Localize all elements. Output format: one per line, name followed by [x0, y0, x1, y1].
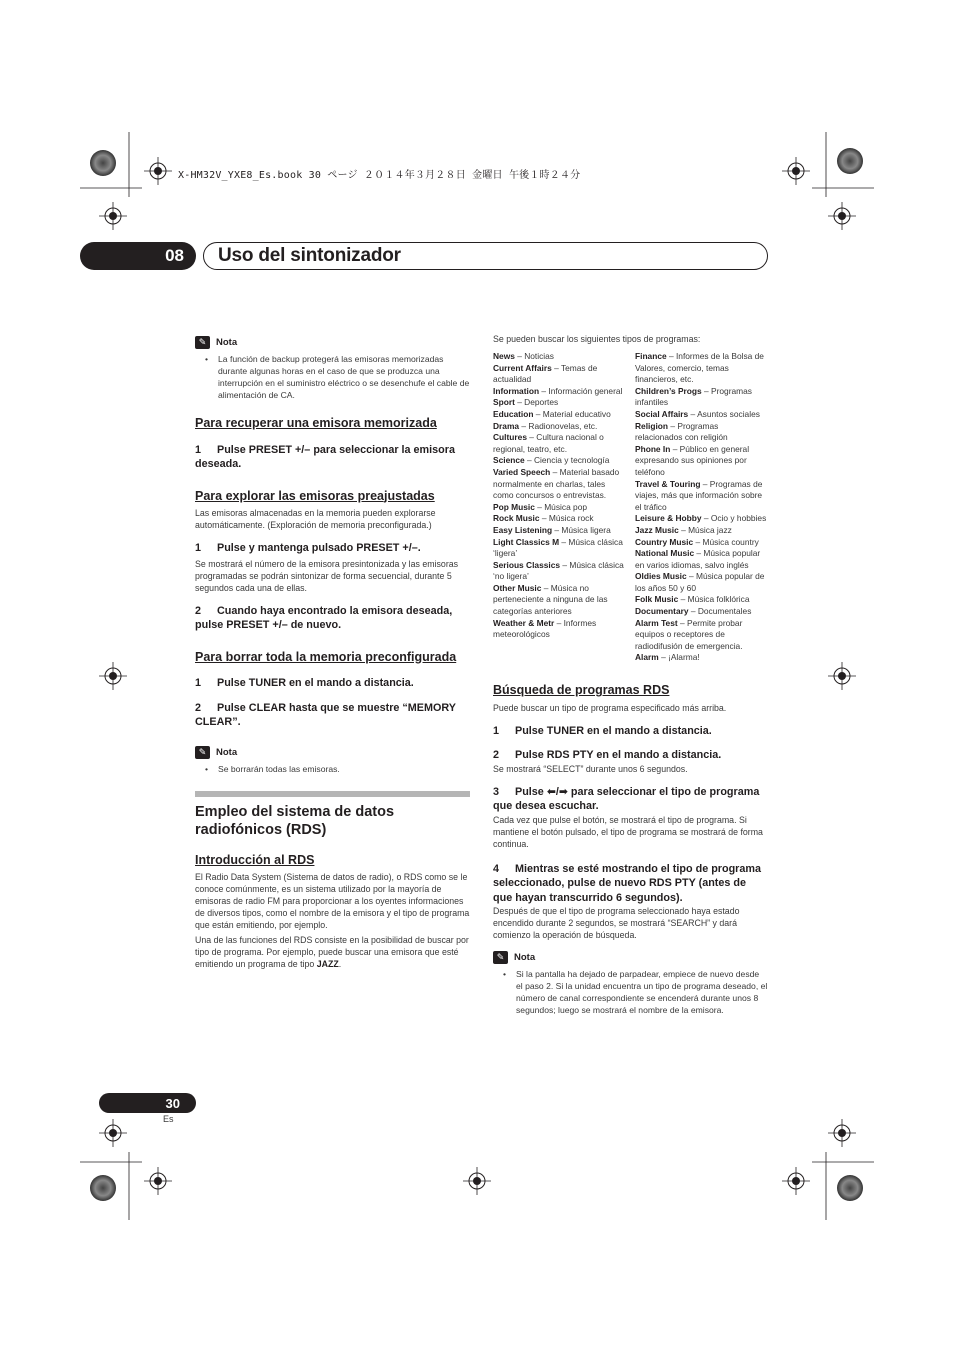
program-type-item	[493, 502, 626, 514]
registration-dial-icon	[837, 1175, 863, 1201]
step-number: 1	[493, 724, 500, 737]
program-type-item	[493, 583, 626, 618]
program-type-desc: – Radionovelas, etc.	[519, 420, 598, 431]
program-type-name: Science	[493, 455, 525, 466]
left-column	[195, 336, 470, 970]
section-heading-recall: Para recuperar una emisora memorizada	[195, 416, 437, 430]
body-text-part: Una de las funciones del RDS consiste en la posibilidad de buscar por tipo de programa. Por ejemplo, puede buscar una emisora que esté emitiendo un programa de tipo	[195, 935, 469, 969]
program-type-item	[635, 351, 768, 386]
print-job-line: X-HM32V_YXE8_Es.book 30 ページ ２０１４年３月２８日 金曜日 午後１時２４分	[178, 170, 581, 181]
program-type-name: Folk Music	[635, 594, 679, 605]
program-type-name: Religion	[635, 420, 669, 431]
note-item: • Se borrarán todas las emisoras.	[195, 763, 470, 775]
program-type-name: Easy Listening	[493, 524, 553, 535]
registration-target-icon	[463, 1167, 491, 1195]
program-type-name: Education	[493, 408, 534, 419]
language-code: Es	[163, 1114, 174, 1124]
program-type-desc: – Música popular de los años 50 y 60	[635, 571, 765, 593]
registration-target-icon	[99, 662, 127, 690]
program-type-name: Cultures	[493, 432, 527, 443]
program-type-item	[493, 618, 626, 641]
program-type-desc: – ¡Alarma!	[658, 652, 700, 663]
program-type-desc: – Música jazz	[678, 524, 732, 535]
body-text: Después de que el tipo de programa seleccionado haya estado encendido durante 2 segundos, se mostrará “SEARCH” y dará comienzo la operación de búsqueda.	[493, 906, 740, 941]
program-type-name: Serious Classics	[493, 559, 561, 570]
registration-target-icon	[782, 157, 810, 185]
program-type-item	[635, 409, 768, 421]
program-type-name: Alarm Test	[635, 617, 678, 628]
registration-target-icon	[782, 1167, 810, 1195]
pencil-note-icon: ✎	[195, 336, 210, 349]
program-type-desc: – Noticias	[514, 351, 554, 361]
program-type-desc: – Música rock	[539, 513, 594, 524]
program-type-item	[635, 479, 768, 514]
program-type-desc: – Material basado normalmente en charlas, tales como concursos o entrevistas.	[493, 466, 620, 501]
section-heading-rds-search: Búsqueda de programas RDS	[493, 683, 670, 698]
body-text: Se pueden buscar los siguientes tipos de programas:	[493, 334, 701, 344]
step-number: 4	[493, 862, 500, 875]
step-text: Pulse	[515, 785, 547, 798]
program-type-name: Documentary	[635, 606, 689, 617]
registration-dial-icon	[90, 1175, 116, 1201]
chapter-title: Uso del sintonizador	[218, 245, 401, 266]
program-type-item	[493, 409, 626, 421]
pencil-note-icon: ✎	[493, 951, 508, 964]
program-type-item	[635, 386, 768, 409]
note-list	[195, 353, 470, 401]
program-types-column	[635, 351, 768, 664]
program-type-item	[493, 421, 626, 433]
program-type-name: Other Music	[493, 582, 542, 593]
program-type-name: Oldies Music	[635, 571, 687, 582]
program-type-desc: – Música clásica ‘ligera’	[493, 536, 623, 559]
note-header	[195, 746, 470, 759]
program-type-desc: – Música ligera	[552, 524, 611, 535]
step-number: 2	[195, 604, 202, 617]
program-type-item	[635, 444, 768, 479]
program-type-item	[635, 525, 768, 537]
program-type-item	[493, 351, 626, 363]
note-label: Nota	[514, 952, 536, 964]
program-type-name: Drama	[493, 420, 520, 431]
step	[195, 443, 470, 472]
program-type-desc: – Programas de viajes, más que información sobre el tráfico	[635, 478, 763, 512]
note-list	[493, 968, 768, 1016]
program-type-name: Leisure & Hobby	[635, 513, 702, 524]
step	[195, 604, 470, 633]
subsection-heading-rds-intro: Introducción al RDS	[195, 852, 315, 867]
program-type-name: Rock Music	[493, 513, 540, 524]
program-type-name: Jazz Music	[635, 524, 679, 535]
program-type-item	[493, 467, 626, 502]
program-type-desc: – Deportes	[514, 397, 559, 408]
program-type-item	[635, 652, 768, 664]
program-type-desc: – Programas infantiles	[635, 385, 752, 408]
program-type-desc: – Ciencia y tecnología	[524, 455, 610, 466]
program-type-item	[493, 397, 626, 409]
program-type-desc: – Música folklórica	[678, 594, 750, 605]
step-number: 1	[195, 443, 202, 456]
program-type-item	[635, 537, 768, 549]
page-number: 30	[99, 1093, 196, 1113]
step-text: Mientras se esté mostrando el tipo de programa seleccionado, pulse de nuevo RDS PTY (antes de que hayan transcurrido 6 segundos).	[493, 862, 761, 904]
program-type-item	[635, 594, 768, 606]
program-type-item	[493, 386, 626, 398]
body-text: Se mostrará “SELECT” durante unos 6 segundos.	[493, 763, 688, 774]
program-type-jazz: JAZZ	[316, 959, 339, 969]
program-type-name: Information	[493, 385, 540, 396]
program-type-item	[493, 363, 626, 386]
program-type-name: Travel & Touring	[635, 478, 701, 489]
step-text: Cuando haya encontrado la emisora deseada, pulse PRESET +/– de nuevo.	[195, 604, 453, 631]
program-type-item	[635, 421, 768, 444]
program-type-item	[493, 513, 626, 525]
program-type-desc: – Música clásica ‘no ligera’	[493, 559, 624, 582]
program-type-item	[635, 513, 768, 525]
body-text: Las emisoras almacenadas en la memoria pueden explorarse automáticamente. (Exploración de memoria preconfigurada.)	[195, 508, 436, 530]
program-type-desc: – Música no perteneciente a ninguna de las categorías anteriores	[493, 582, 608, 617]
program-type-item	[493, 525, 626, 537]
program-type-name: News	[493, 351, 515, 361]
step-number: 1	[195, 542, 202, 554]
note-item: • Si la pantalla ha dejado de parpadear, empiece de nuevo desde el paso 2. Si la unidad encuentra un tipo de programa deseado, el número de canal correspondiente se encenderá durante unos 8 segundos; luego se mostrará el nombre de la emisora.	[493, 968, 768, 1016]
program-type-desc: – Música pop	[534, 501, 588, 512]
pencil-note-icon: ✎	[195, 746, 210, 759]
step	[195, 676, 470, 691]
program-type-name: Phone In	[635, 443, 671, 454]
right-column	[493, 331, 768, 1016]
program-type-name: National Music	[635, 548, 695, 559]
note-label: Nota	[216, 337, 238, 348]
step-number: 2	[195, 701, 202, 714]
program-type-desc: – Temas de actualidad	[493, 362, 598, 385]
program-type-desc: – Asuntos sociales	[688, 408, 760, 419]
program-type-desc: – Ocio y hobbies	[701, 513, 767, 524]
registration-target-icon	[99, 1119, 127, 1147]
program-type-desc: – Informes de la Bolsa de Valores, comercio, temas financieros, etc.	[635, 351, 764, 385]
body-text: El Radio Data System (Sistema de datos de radio), o RDS como se le conoce comúnmente, es un sistema utilizado por la mayoría de emisoras de radio FM para proporcionar a los oyentes informaciones de diversos tipos, como el nombre de la emisora y el tipo de programa que están emitiendo, por ejemplo.	[195, 872, 470, 930]
registration-target-icon	[828, 1119, 856, 1147]
program-type-desc: – Música country	[693, 536, 759, 547]
program-type-desc: – Público en general expresando sus opiniones por teléfono	[635, 443, 750, 477]
note-header	[195, 336, 470, 349]
program-type-name: Finance	[635, 351, 667, 361]
program-type-name: Sport	[493, 397, 515, 408]
program-type-name: Light Classics M	[493, 536, 560, 547]
program-type-desc: – Cultura nacional o regional, teatro, etc.	[493, 432, 604, 454]
program-type-name: Varied Speech	[493, 466, 551, 477]
chapter-title-bar	[203, 242, 768, 270]
step-number: 3	[493, 785, 500, 798]
program-type-item	[635, 606, 768, 618]
step	[493, 724, 768, 739]
registration-target-icon	[828, 202, 856, 230]
section-divider	[195, 791, 470, 797]
body-text: Puede buscar un tipo de programa especificado más arriba.	[493, 702, 727, 713]
program-type-name: Current Affairs	[493, 362, 552, 373]
program-type-name: Pop Music	[493, 501, 535, 512]
step	[195, 701, 470, 730]
step-text: para seleccionar el tipo de programa que desea escuchar.	[493, 785, 760, 813]
chapter-number: 08	[80, 242, 196, 270]
program-types-list	[493, 351, 768, 664]
program-type-item	[493, 537, 626, 560]
program-type-item	[493, 432, 626, 455]
program-type-desc: – Programas relacionados con religión	[635, 420, 728, 443]
registration-target-icon	[144, 1167, 172, 1195]
program-type-desc: – Permite probar equipos o receptores de radiodifusión de emergencia.	[635, 617, 743, 651]
left-right-arrow-icon: ⬅/➡	[546, 785, 568, 798]
step-text: Pulse TUNER en el mando a distancia.	[217, 677, 414, 689]
step-number: 2	[493, 749, 500, 762]
note-list	[195, 763, 470, 775]
program-type-desc: – Información general	[539, 385, 623, 396]
section-heading-erase: Para borrar toda la memoria preconfigurada	[195, 649, 457, 664]
program-type-name: Country Music	[635, 536, 694, 547]
program-type-desc: – Música popular en varios idiomas, salvo inglés	[635, 548, 761, 570]
step-text: Pulse PRESET +/– para seleccionar la emisora deseada.	[195, 443, 455, 470]
program-type-item	[635, 548, 768, 571]
program-type-name: Weather & Metr	[493, 617, 555, 628]
program-type-name: Social Affairs	[635, 408, 689, 419]
section-heading-explore: Para explorar las emisoras preajustadas	[195, 488, 435, 503]
program-type-item	[493, 455, 626, 467]
step	[493, 785, 768, 814]
program-type-name: Children’s Progs	[635, 385, 702, 396]
program-type-item	[635, 618, 768, 653]
note-label: Nota	[216, 746, 238, 758]
step-text: Pulse y mantenga pulsado PRESET +/–.	[217, 542, 421, 554]
program-type-desc: – Informes meteorológicos	[493, 617, 597, 640]
section-heading-rds: Empleo del sistema de datos radiofónicos (RDS)	[195, 803, 395, 838]
step	[195, 541, 470, 556]
program-type-desc: – Documentales	[688, 606, 752, 617]
registration-target-icon	[144, 157, 172, 185]
registration-dial-icon	[90, 150, 116, 176]
body-text: Cada vez que pulse el botón, se mostrará el tipo de programa. Si mantiene el botón pulsado, el tipo de programa se mostrará de forma continua.	[493, 814, 763, 849]
step-number: 1	[195, 677, 202, 689]
body-text-part: .	[338, 959, 342, 969]
note-header	[493, 951, 768, 964]
program-types-column	[493, 351, 626, 664]
step-text: Pulse RDS PTY en el mando a distancia.	[515, 749, 722, 762]
step-text: Pulse TUNER en el mando a distancia.	[515, 724, 712, 737]
program-type-item	[493, 560, 626, 583]
program-type-desc: – Material educativo	[533, 408, 611, 419]
body-text: Se mostrará el número de la emisora presintonizada y las emisoras programadas se podrán sintonizar de forma secuencial, durante 5 segundos cada una de ellas.	[195, 558, 459, 593]
body-text	[195, 934, 470, 970]
registration-target-icon	[828, 662, 856, 690]
registration-target-icon	[99, 202, 127, 230]
note-item: • La función de backup protegerá las emisoras memorizadas durante algunas horas en el caso de que se produzca una interrupción en el suministro eléctrico o se desenchufe el cable de alimentación de CA.	[195, 353, 470, 401]
program-type-name: Alarm	[635, 652, 659, 663]
registration-dial-icon	[837, 148, 863, 174]
program-type-item	[635, 571, 768, 594]
step	[493, 862, 768, 906]
step	[493, 748, 768, 763]
step-text: Pulse CLEAR hasta que se muestre “MEMORY CLEAR”.	[195, 701, 456, 728]
